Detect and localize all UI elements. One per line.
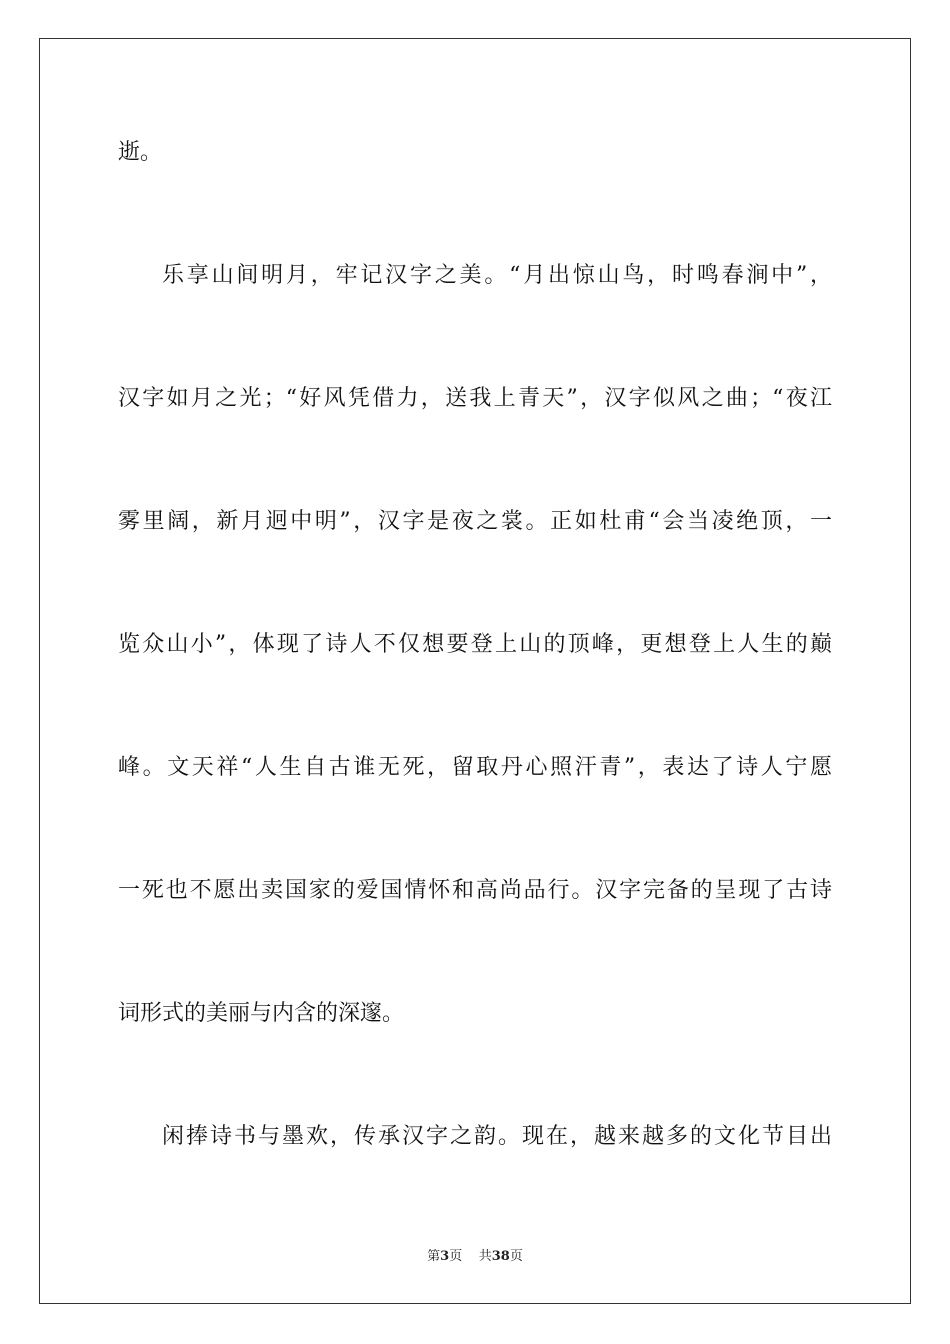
text-line-7: 一死也不愿出卖国家的爱国情怀和高尚品行。汉字完备的呈现了古诗 [118, 878, 832, 903]
page-number: 3 [440, 1249, 450, 1264]
total-suffix: 页 [509, 1249, 523, 1264]
page-prefix: 第 [427, 1249, 441, 1264]
page-footer [0, 1248, 950, 1266]
text-line-8: 词形式的美丽与内含的深邃。 [118, 1001, 405, 1026]
text-line-1: 逝。 [118, 140, 163, 165]
page-suffix: 页 [449, 1249, 463, 1264]
text-line-4: 雾里阔，新月迥中明”，汉字是夜之裳。正如杜甫“会当凌绝顶，一 [118, 509, 832, 534]
text-line-3: 汉字如月之光；“好风凭借力，送我上青天”，汉字似风之曲；“夜江 [118, 386, 832, 411]
total-prefix: 共 [478, 1249, 492, 1264]
text-line-6: 峰。文天祥“人生自古谁无死，留取丹心照汗青”，表达了诗人宁愿 [118, 755, 832, 780]
page-border [39, 38, 911, 1304]
text-line-5: 览众山小”，体现了诗人不仅想要登上山的顶峰，更想登上人生的巅 [118, 632, 832, 657]
total-pages: 38 [491, 1249, 510, 1264]
text-line-2: 乐享山间明月，牢记汉字之美。“月出惊山鸟，时鸣春涧中”， [162, 263, 832, 288]
text-line-9: 闲捧诗书与墨欢，传承汉字之韵。现在，越来越多的文化节目出 [162, 1124, 832, 1149]
